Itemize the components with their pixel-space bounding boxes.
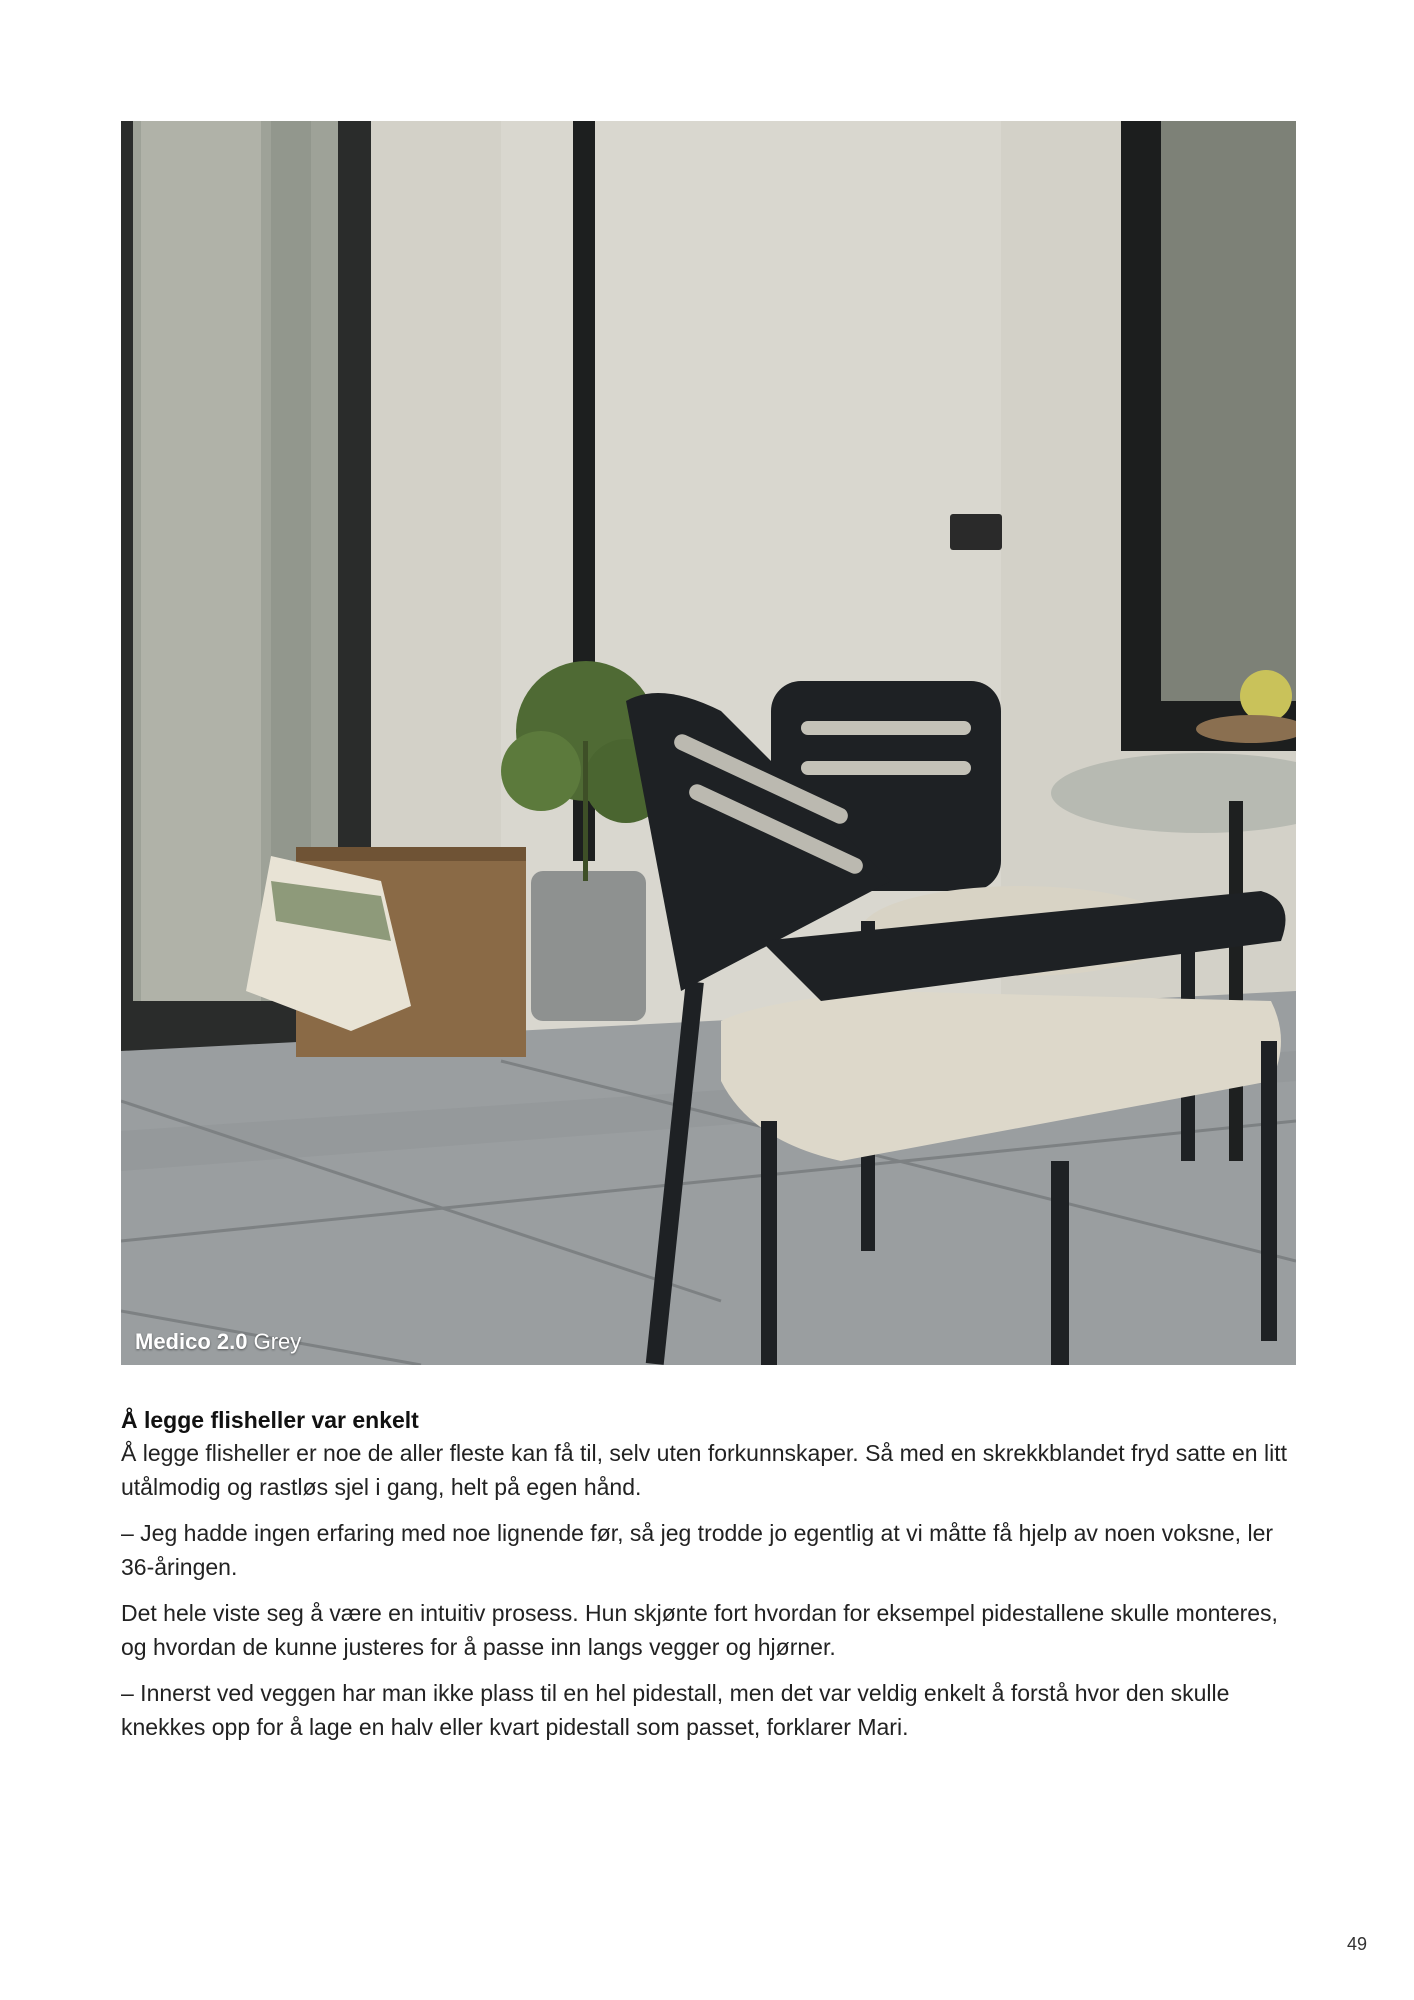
caption-color-name: Grey [253, 1329, 302, 1354]
patio-illustration [121, 121, 1296, 1365]
article-paragraph-1: Å legge flisheller er noe de aller fleste kan få til, selv uten forkunnskaper. Så med en skrekkblandet fryd satte en litt utålmodig og rastløs sjel i gang, helt på egen hånd. [121, 1440, 1287, 1500]
article-paragraph-4: – Innerst ved veggen har man ikke plass til en hel pidestall, men det var veldig enkelt å forstå hvor den skulle knekkes opp for å lage en halv eller kvart pidestall som passet, forklarer Mari. [121, 1680, 1230, 1740]
patio-photo [121, 121, 1296, 1365]
photo-caption [135, 1329, 301, 1355]
article [121, 1404, 1296, 1756]
article-paragraph-2: – Jeg hadde ingen erfaring med noe lignende før, så jeg trodde jo egentlig at vi måtte få hjelp av noen voksne, ler 36-åringen. [121, 1520, 1274, 1580]
article-paragraph-3: Det hele viste seg å være en intuitiv prosess. Hun skjønte fort hvordan for eksempel pidestallene skulle monteres, og hvordan de kunne justeres for å passe inn langs vegger og hjørner. [121, 1600, 1278, 1660]
caption-product-name: Medico 2.0 [135, 1329, 248, 1354]
page-number: 49 [1346, 1934, 1367, 1954]
article-heading: Å legge flisheller var enkelt [121, 1407, 419, 1433]
